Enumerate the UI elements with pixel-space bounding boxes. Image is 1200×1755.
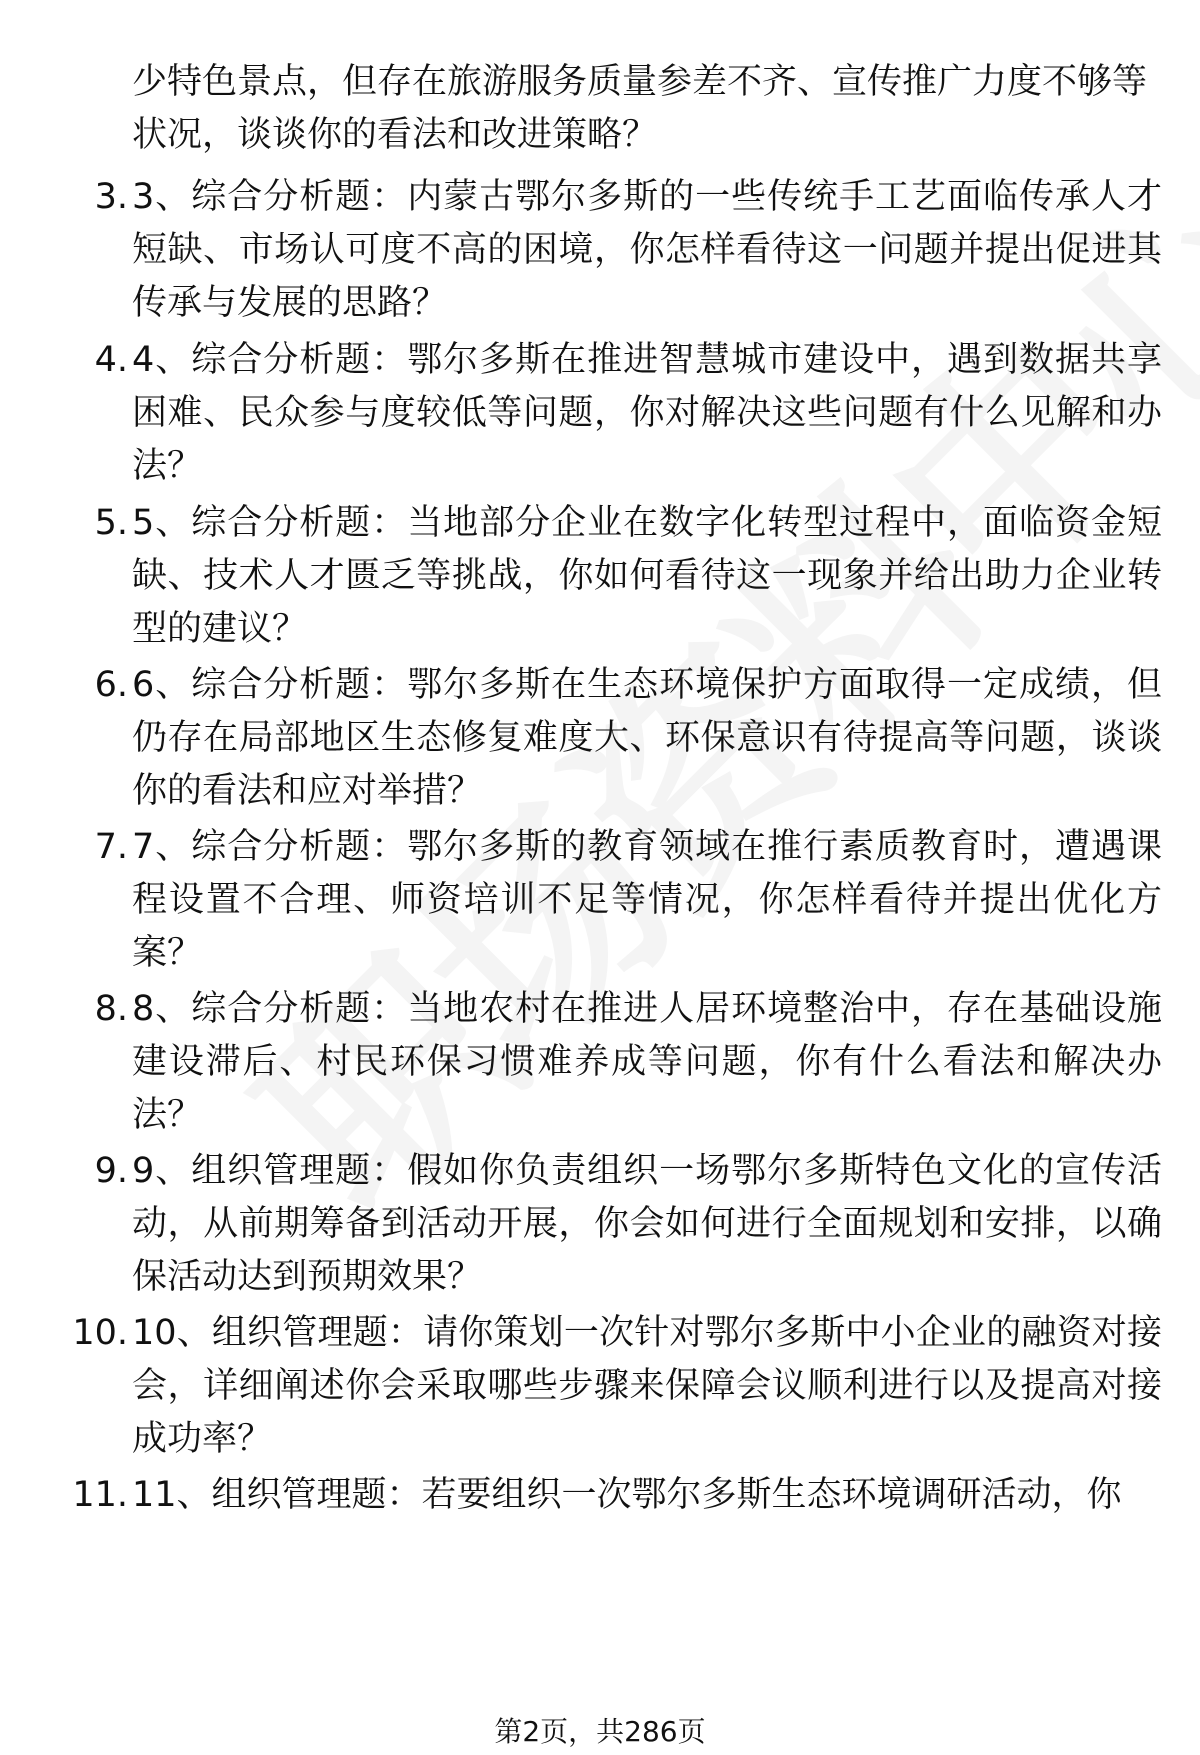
list-item-text: 8、综合分析题：当地农村在推进人居环境整治中，存在基础设施建设滞后、村民环保习惯难养成等问题，你有什么看法和解决办法？ [132,989,1162,1135]
list-item-number: 7. [94,827,128,867]
list-item-number: 11. [72,1475,128,1515]
list-item-text: 6、综合分析题：鄂尔多斯在生态环境保护方面取得一定成绩，但仍存在局部地区生态修复难度大、环保意识有待提高等问题，谈谈你的看法和应对举措？ [132,665,1162,811]
list-item-number: 9. [94,1151,128,1191]
continued-question-text: 少特色景点，但存在旅游服务质量参差不齐、宣传推广力度不够等状况，谈谈你的看法和改进策略？ [132,62,1148,155]
list-item-text: 10、组织管理题：请你策划一次针对鄂尔多斯中小企业的融资对接会，详细阐述你会采取哪些步骤来保障会议顺利进行以及提高对接成功率？ [132,1313,1162,1459]
list-item-text: 5、综合分析题：当地部分企业在数字化转型过程中，面临资金短缺、技术人才匮乏等挑战，你如何看待这一现象并给出助力企业转型的建议？ [132,503,1162,649]
list-item-text: 9、组织管理题：假如你负责组织一场鄂尔多斯特色文化的宣传活动，从前期筹备到活动开展，你会如何进行全面规划和安排，以确保活动达到预期效果？ [132,1151,1162,1297]
list-item-text: 3、综合分析题：内蒙古鄂尔多斯的一些传统手工艺面临传承人才短缺、市场认可度不高的困境，你怎样看待这一问题并提出促进其传承与发展的思路？ [132,177,1162,323]
list-item-number: 4. [94,340,128,380]
list-item-number: 5. [94,503,128,543]
list-item-number: 3. [94,177,128,217]
list-item-number: 8. [94,989,128,1029]
list-item-text: 7、综合分析题：鄂尔多斯的教育领域在推行素质教育时，遭遇课程设置不合理、师资培训不足等情况，你怎样看待并提出优化方案？ [132,827,1162,973]
list-item-number: 10. [72,1313,128,1353]
page-footer: 第2页，共286页 [494,1715,706,1748]
list-item-text: 11、组织管理题：若要组织一次鄂尔多斯生态环境调研活动，你 [132,1475,1122,1515]
list-item-number: 6. [94,665,128,705]
list-item-text: 4、综合分析题：鄂尔多斯在推进智慧城市建设中，遇到数据共享困难、民众参与度较低等问题，你对解决这些问题有什么见解和办法？ [132,340,1162,486]
